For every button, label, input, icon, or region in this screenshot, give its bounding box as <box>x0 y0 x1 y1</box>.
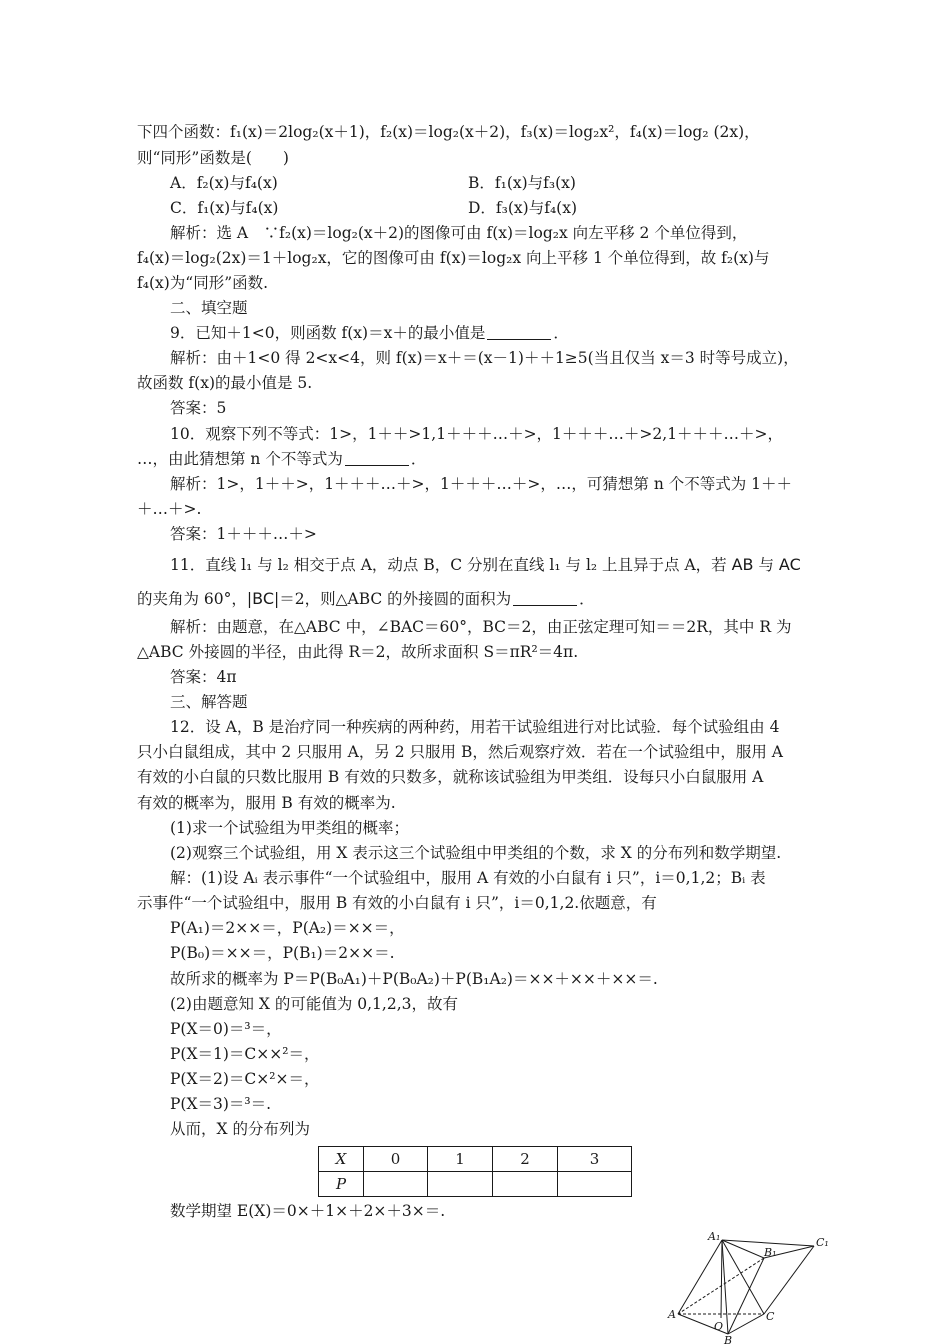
p12-sol-line3: P(A₁)＝2××＝，P(A₂)＝××＝， <box>170 919 405 937</box>
label-c: C <box>766 1310 775 1323</box>
section2-title: 二、填空题 <box>170 299 248 317</box>
vector-ab: AB <box>731 555 754 574</box>
p12-sol-line6: (2)由题意知 X 的可能值为 0,1,2,3，故有 <box>170 995 458 1013</box>
label-o: O <box>714 1320 724 1333</box>
p8-option-c: C．f₁(x)与f₄(x) <box>170 199 279 217</box>
label-a1: A₁ <box>708 1230 721 1243</box>
p12-sol-line10: P(X＝3)＝³＝. <box>170 1095 272 1113</box>
p12-q2: (2)观察三个试验组，用 X 表示这三个试验组中甲类组的个数，求 X 的分布列和数学期望. <box>170 844 782 862</box>
p11-analysis-line2: △ABC 外接圆的半径，由此得 R＝2，故所求面积 S＝πR²＝4π. <box>137 643 579 661</box>
p12-sol-line1: 解：(1)设 Aᵢ 表示事件“一个试验组中，服用 A 有效的小白鼠有 i 只”，i＝0,1,2；Bᵢ 表 <box>170 869 766 887</box>
p12-stem-line1: 12．设 A，B 是治疗同一种疾病的两种药，用若干试验组进行对比试验．每个试验组由 4 <box>170 718 780 736</box>
edge-a1a <box>678 1240 722 1314</box>
table-cell: P <box>319 1172 364 1197</box>
label-b: B <box>724 1334 733 1344</box>
table-cell: 2 <box>493 1147 558 1172</box>
p9-answer: 答案：5 <box>170 399 227 417</box>
distribution-table <box>318 1146 632 1197</box>
label-c1: C₁ <box>816 1236 829 1249</box>
p8-analysis-line1: 解析：选 A ∵f₂(x)＝log₂(x＋2)的图像可由 f(x)＝log₂x 向左平移 2 个单位得到， <box>170 224 748 242</box>
answer-blank <box>345 451 409 466</box>
p12-stem-line2: 只小白鼠组成，其中 2 只服用 A，另 2 只服用 B，然后观察疗效．若在一个试验组中，服用 A <box>137 743 783 761</box>
p10-stem-line2: …，由此猜想第 n 个不等式为 ． <box>137 450 427 468</box>
table-cell: 3 <box>558 1147 632 1172</box>
edge-a1o <box>721 1240 722 1318</box>
p9-stem: 9．已知＋1<0，则函数 f(x)＝x＋的最小值是 ． <box>170 324 569 342</box>
p10-stem-line1: 10．观察下列不等式：1>，1＋＋>1,1＋＋＋…＋>，1＋＋＋…＋>2,1＋＋＋…＋>， <box>170 425 784 443</box>
p12-q1: (1)求一个试验组为甲类组的概率； <box>170 819 409 837</box>
p10-analysis-line2: ＋…＋>. <box>137 500 202 518</box>
p12-stem-line4: 有效的概率为，服用 B 有效的概率为. <box>137 794 396 812</box>
table-cell: X <box>319 1147 364 1172</box>
p12-sol-line5: 故所求的概率为 P＝P(B₀A₁)＋P(B₀A₂)＋P(B₁A₂)＝××＋××＋××＝. <box>170 970 658 988</box>
p10-analysis-line1: 解析：1>，1＋＋>，1＋＋＋…＋>，1＋＋＋…＋>，…，可猜想第 n 个不等式为 1＋＋ <box>170 475 793 493</box>
edge-bc <box>728 1314 764 1334</box>
p9-analysis-line1: 解析：由＋1<0 得 2<x<4，则 f(x)＝x＋＝(x－1)＋＋1≥5(当且仅当 x＝3 时等号成立)， <box>170 349 799 367</box>
p8-option-d: D．f₃(x)与f₄(x) <box>468 199 577 217</box>
p12-sol-line4: P(B₀)＝××＝，P(B₁)＝2××＝. <box>170 944 395 962</box>
table-cell <box>428 1172 493 1197</box>
vector-ac: AC <box>778 555 801 574</box>
label-a: A <box>668 1308 676 1321</box>
table-row <box>319 1147 632 1172</box>
table-row <box>319 1172 632 1197</box>
p8-analysis-line2: f₄(x)＝log₂(2x)＝1＋log₂x，它的图像可由 f(x)＝log₂x 向上平移 1 个单位得到，故 f₂(x)与 <box>137 249 770 267</box>
table-cell <box>493 1172 558 1197</box>
p8-stem-line1: 下四个函数：f₁(x)＝2log₂(x＋1)，f₂(x)＝log₂(x＋2)，f₃(x)＝log₂x²，f₄(x)＝log₂ (2x)， <box>137 123 760 141</box>
table-cell: 1 <box>428 1147 493 1172</box>
table-cell <box>364 1172 428 1197</box>
p12-sol-line9: P(X＝2)＝C×²×＝， <box>170 1070 320 1088</box>
p12-sol-line2: 示事件“一个试验组中，服用 B 有效的小白鼠有 i 只”，i＝0,1,2.依题意，有 <box>137 894 657 912</box>
p12-sol-line11: 从而，X 的分布列为 <box>170 1120 310 1138</box>
p8-option-b: B．f₁(x)与f₃(x) <box>468 174 576 192</box>
table-cell: 0 <box>364 1147 428 1172</box>
vector-bc: BC <box>252 589 274 608</box>
table-cell <box>558 1172 632 1197</box>
p12-sol-line8: P(X＝1)＝C××²＝， <box>170 1045 320 1063</box>
section3-title: 三、解答题 <box>170 693 248 711</box>
p12-sol-line7: P(X＝0)＝³＝， <box>170 1020 282 1038</box>
answer-blank <box>487 325 551 340</box>
p11-analysis-line1: 解析：由题意，在△ABC 中，∠BAC＝60°，BC＝2，由正弦定理可知＝＝2R，其中 R 为 <box>170 618 792 636</box>
prism-figure <box>664 1228 844 1344</box>
p8-analysis-line3: f₄(x)为“同形”函数. <box>137 274 269 292</box>
p9-analysis-line2: 故函数 f(x)的最小值是 5. <box>137 374 313 392</box>
p11-answer: 答案：4π <box>170 668 237 686</box>
p8-stem-line2: 则“同形”函数是( ) <box>137 149 289 167</box>
label-b1: B₁ <box>764 1246 777 1259</box>
p10-answer: 答案：1＋＋＋…＋> <box>170 525 317 543</box>
p12-expectation: 数学期望 E(X)＝0×＋1×＋2×＋3×＝. <box>170 1202 446 1220</box>
p12-stem-line3: 有效的小白鼠的只数比服用 B 有效的只数多，就称该试验组为甲类组．设每只小白鼠服用 A <box>137 768 764 786</box>
p11-stem-line1: 11．直线 l₁ 与 l₂ 相交于点 A，动点 B，C 分别在直线 l₁ 与 l₂ 上且异于点 A，若 AB 与 AC <box>170 555 801 574</box>
p11-stem-line2: 的夹角为 60°，|BC|＝2，则△ABC 的外接圆的面积为 ． <box>137 589 595 608</box>
answer-blank <box>513 591 577 606</box>
p8-option-a: A．f₂(x)与f₄(x) <box>170 174 278 192</box>
